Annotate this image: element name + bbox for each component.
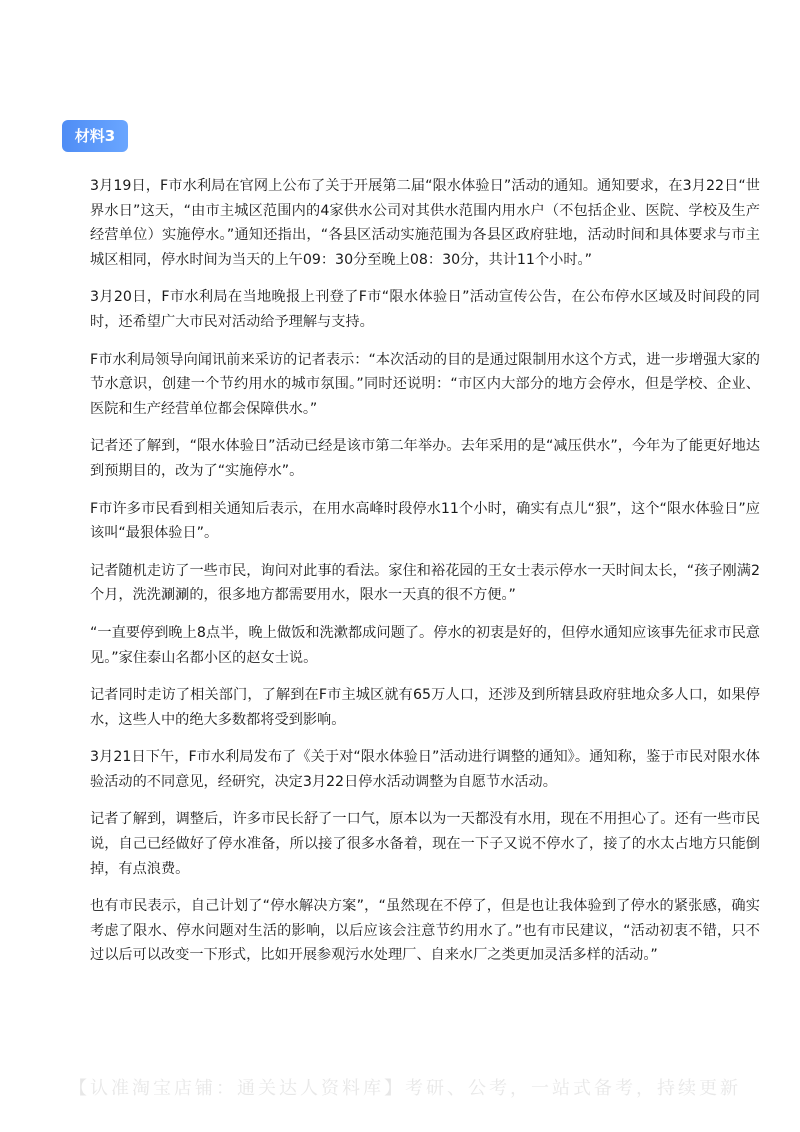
paragraph: 记者随机走访了一些市民，询问对此事的看法。家住和裕花园的王女士表示停水一天时间太长，“孩子刚满2个月，洗洗涮涮的，很多地方都需要用水，限水一天真的很不方便。”: [90, 562, 760, 604]
paragraph: 记者还了解到，“限水体验日”活动已经是该市第二年举办。去年采用的是“减压供水”，今年为了能更好地达到预期目的，改为了“实施停水”。: [90, 438, 760, 479]
paragraph: 3月21日下午，F市水利局发布了《关于对“限水体验日”活动进行调整的通知》。通知称，鉴于市民对限水体验活动的不同意见，经研究，决定3月22日停水活动调整为自愿节水活动。: [90, 749, 760, 790]
paragraph: 记者了解到，调整后，许多市民长舒了一口气，原本以为一天都没有水用，现在不用担心了。还有一些市民说，自己已经做好了停水准备，所以接了很多水备着，现在一下子又说不停水了，接了的水太占地方只能倒掉，有点浪费。: [90, 811, 760, 877]
article-body: [90, 174, 760, 968]
paragraph: 3月20日，F市水利局在当地晚报上刊登了F市“限水体验日”活动宣传公告，在公布停水区域及时间段的同时，还希望广大市民对活动给予理解与支持。: [90, 289, 760, 330]
paragraph: 记者同时走访了相关部门，了解到在F市主城区就有65万人口，还涉及到所辖县政府驻地众多人口，如果停水，这些人中的绝大多数都将受到影响。: [90, 687, 760, 728]
paragraph: F市许多市民看到相关通知后表示，在用水高峰时段停水11个小时，确实有点儿“狠”，这个“限水体验日”应该叫“最狠体验日”。: [90, 500, 760, 542]
paragraph: 也有市民表示，自己计划了“停水解决方案”，“虽然现在不停了，但是也让我体验到了停水的紧张感，确实考虑了限水、停水问题对生活的影响，以后应该会注意节约用水了。”也有市民建议，“活动初衷不错，只不过以后可以改变一下形式，比如开展参观污水处理厂、自来水厂之类更加灵活多样的活动。”: [90, 898, 760, 964]
watermark-text: 【认准淘宝店铺：通关达人资料库】考研、公考，一站式备考，持续更新: [69, 1078, 741, 1099]
section-tag: 材料3: [62, 120, 128, 152]
paragraph: “一直要停到晚上8点半，晚上做饭和洗漱都成问题了。停水的初衷是好的，但停水通知应该事先征求市民意见。”家住泰山名都小区的赵女士说。: [90, 624, 760, 666]
paragraph: F市水利局领导向闻讯前来采访的记者表示：“本次活动的目的是通过限制用水这个方式，进一步增强大家的节水意识，创建一个节约用水的城市氛围。”同时还说明：“市区内大部分的地方会停水，但是学校、企业、医院和生产经营单位都会保障供水。”: [90, 351, 760, 417]
paragraph: 3月19日，F市水利局在官网上公布了关于开展第二届“限水体验日”活动的通知。通知要求，在3月22日“世界水日”这天，“由市主城区范围内的4家供水公司对其供水范围内用水户（不包括企业、医院、学校及生产经营单位）实施停水。”通知还指出，“各县区活动实施范围为各县区政府驻地，活动时间和具体要求与市主城区相同，停水时间为当天的上午09：30分至晚上08：30分，共计11个小时。”: [90, 178, 760, 268]
